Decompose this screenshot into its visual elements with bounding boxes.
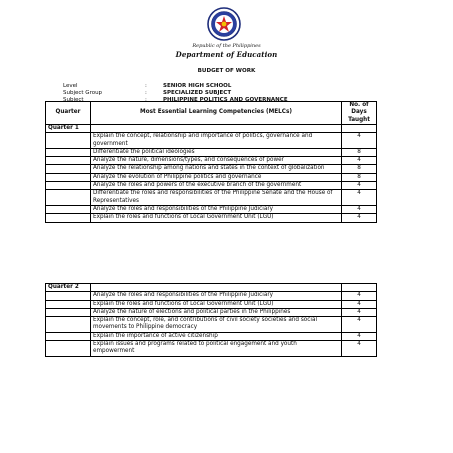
department-text: Department of Education xyxy=(175,50,278,59)
table-row xyxy=(46,341,377,357)
days-cell: 8 xyxy=(342,148,377,156)
table-row xyxy=(46,308,377,316)
melc-cell: Analyze the evolution of Philippine politics and governance xyxy=(91,173,342,181)
melc-cell: Explain the concept, relationship and importance of politics, governance and government xyxy=(91,133,342,149)
melc-cell: Explain the concept, role, and contributions of civil society societies and social movements to Philippine democracy xyxy=(91,317,342,333)
days-cell: 4 xyxy=(342,332,377,340)
quarter-label: Quarter 2 xyxy=(46,284,91,292)
empty-cell xyxy=(46,157,91,165)
table-row xyxy=(46,165,377,173)
table-row xyxy=(46,182,377,190)
days-cell: 8 xyxy=(342,165,377,173)
deped-seal-icon xyxy=(207,7,241,41)
melc-cell: Analyze the nature of elections and political parties in the Philippines xyxy=(91,308,342,316)
quarter-1-table xyxy=(45,101,377,223)
meta-key: Subject xyxy=(63,97,84,103)
empty-cell xyxy=(91,284,342,292)
table-row xyxy=(46,157,377,165)
col-header-quarter: Quarter xyxy=(46,102,91,125)
days-cell: 4 xyxy=(342,308,377,316)
melc-cell: Analyze the roles and powers of the executive branch of the government xyxy=(91,182,342,190)
days-cell: 4 xyxy=(342,205,377,213)
days-cell: 4 xyxy=(342,182,377,190)
days-cell: 4 xyxy=(342,317,377,333)
meta-key: Subject Group xyxy=(63,90,103,96)
melc-cell: Explain issues and programs related to political engagement and youth empowerment xyxy=(91,341,342,357)
days-cell: 4 xyxy=(342,157,377,165)
meta-sep: : xyxy=(145,83,147,89)
empty-cell xyxy=(46,292,91,300)
days-cell: 8 xyxy=(342,173,377,181)
quarter-2-table xyxy=(45,283,377,357)
col-header-days: No. of Days Taught xyxy=(342,102,377,125)
empty-cell xyxy=(46,341,91,357)
meta-key: Level xyxy=(63,83,78,89)
table-row xyxy=(46,300,377,308)
table-row xyxy=(46,190,377,206)
empty-cell xyxy=(46,300,91,308)
empty-cell xyxy=(46,205,91,213)
days-cell: 4 xyxy=(342,300,377,308)
days-cell: 4 xyxy=(342,214,377,222)
col-header-melc: Most Essential Learning Competencies (MELCs) xyxy=(91,102,342,125)
empty-cell xyxy=(46,182,91,190)
table-row xyxy=(46,214,377,222)
table-row xyxy=(46,133,377,149)
days-cell: 4 xyxy=(342,190,377,206)
empty-cell xyxy=(46,190,91,206)
empty-cell xyxy=(46,173,91,181)
quarter-label: Quarter 1 xyxy=(46,125,91,133)
empty-cell xyxy=(46,165,91,173)
melc-cell: Differentiate the roles and responsibilities of the Philippine Senate and the House of Representatives xyxy=(91,190,342,206)
empty-cell xyxy=(46,148,91,156)
meta-value: SPECIALIZED SUBJECT xyxy=(163,90,232,96)
meta-sep: : xyxy=(145,90,147,96)
empty-cell xyxy=(46,133,91,149)
empty-cell xyxy=(91,125,342,133)
table-row xyxy=(46,292,377,300)
melc-cell: Analyze the roles and responsibilities of the Philippine Judiciary xyxy=(91,205,342,213)
page-title: BUDGET OF WORK xyxy=(197,68,256,74)
melc-cell: Explain the roles and functions of Local Government Unit (LGU) xyxy=(91,214,342,222)
days-cell: 4 xyxy=(342,133,377,149)
meta-sep: : xyxy=(145,97,147,103)
table-row xyxy=(46,148,377,156)
empty-cell xyxy=(342,284,377,292)
days-cell: 4 xyxy=(342,292,377,300)
empty-cell xyxy=(46,308,91,316)
melc-cell: Explain the importance of active citizenship xyxy=(91,332,342,340)
melc-cell: Analyze the roles and responsibilities of the Philippine Judiciary xyxy=(91,292,342,300)
empty-cell xyxy=(46,214,91,222)
table-row xyxy=(46,332,377,340)
melc-cell: Analyze the nature, dimensions/types, and consequences of power xyxy=(91,157,342,165)
empty-cell xyxy=(46,317,91,333)
meta-value: SENIOR HIGH SCHOOL xyxy=(163,83,232,89)
melc-cell: Explain the roles and functions of Local Government Unit (LGU) xyxy=(91,300,342,308)
empty-cell xyxy=(342,125,377,133)
empty-cell xyxy=(46,332,91,340)
table-row xyxy=(46,173,377,181)
republic-text: Republic of the Philippines xyxy=(192,43,261,49)
melc-cell: Differentiate the political ideologies xyxy=(91,148,342,156)
melc-cell: Analyze the relationship among nations and states in the context of globalization xyxy=(91,165,342,173)
meta-value: PHILIPPINE POLITICS AND GOVERNANCE xyxy=(163,97,288,103)
table-row xyxy=(46,205,377,213)
table-row xyxy=(46,317,377,333)
days-cell: 4 xyxy=(342,341,377,357)
